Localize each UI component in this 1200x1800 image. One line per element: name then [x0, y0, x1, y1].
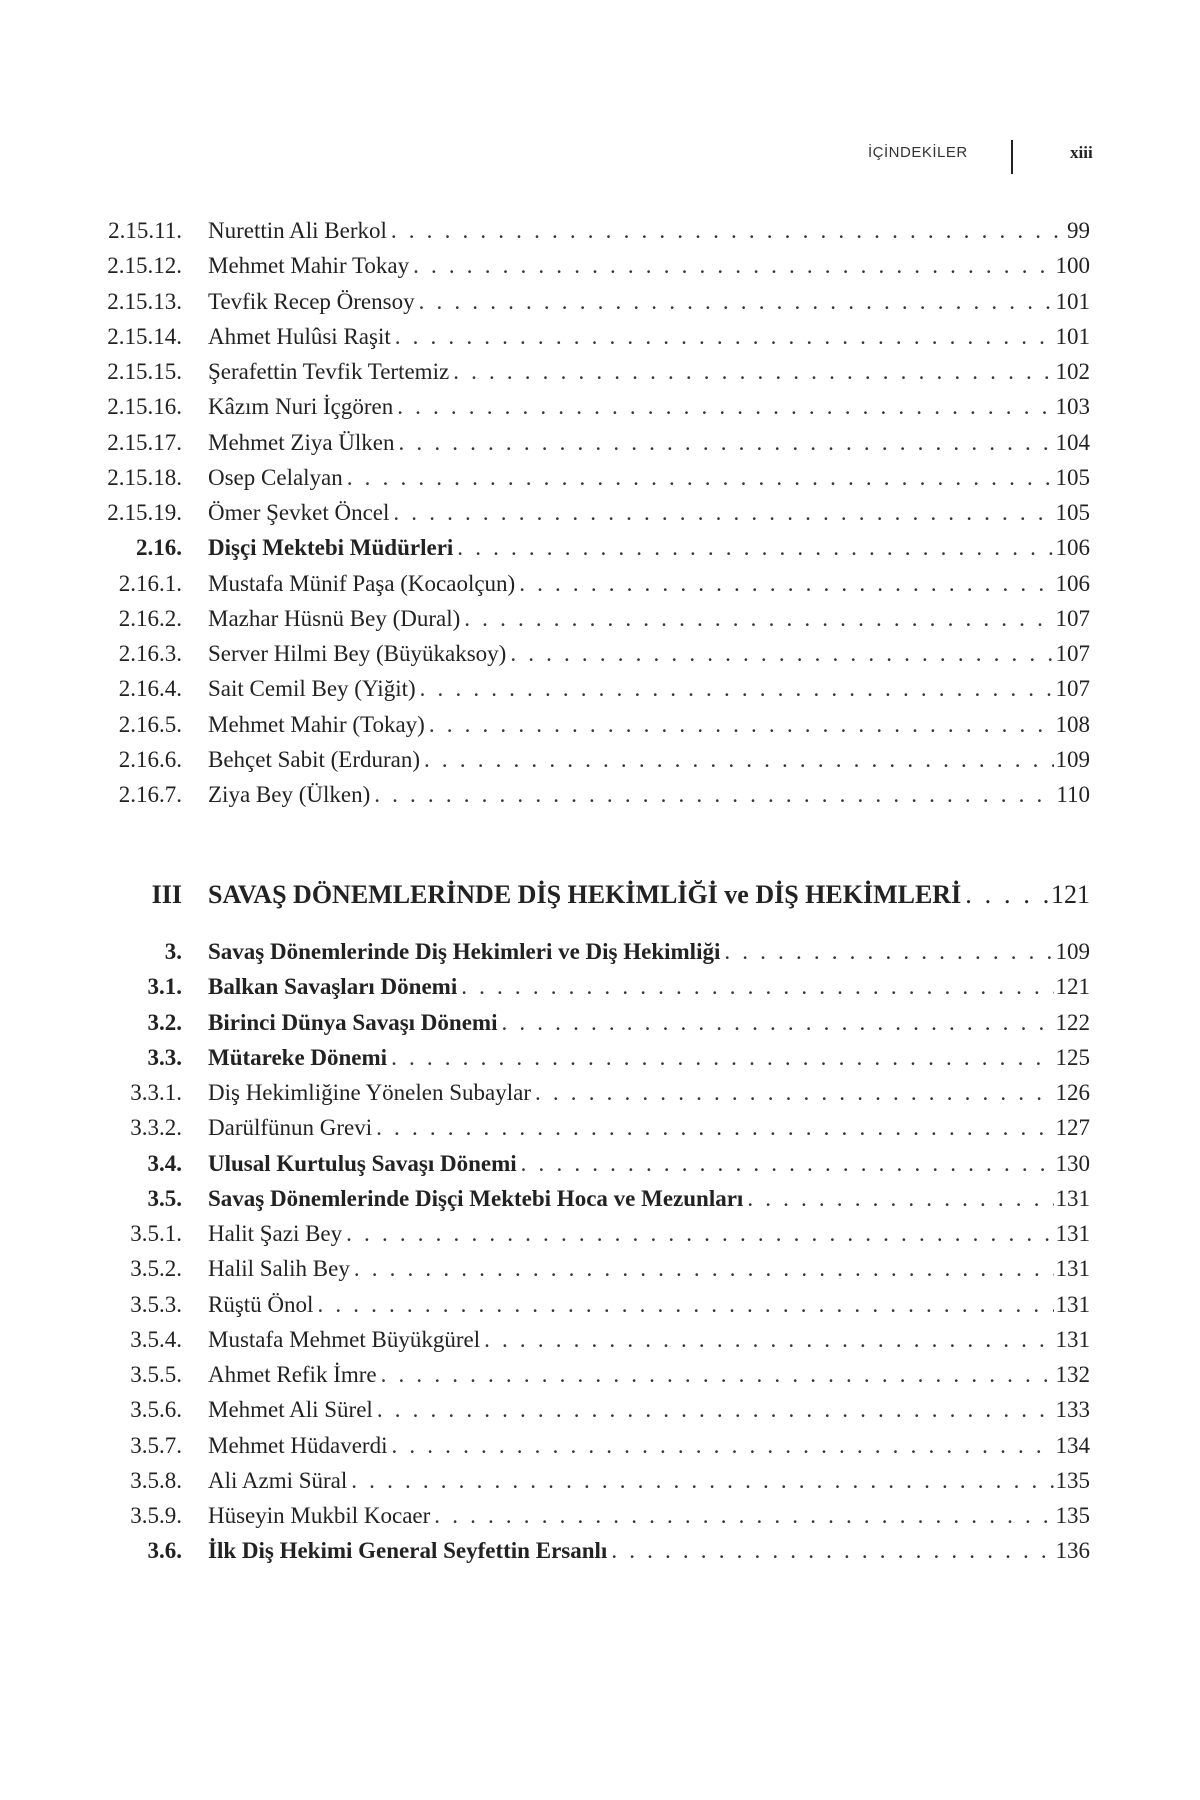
part-page: 121 [1051, 880, 1090, 909]
toc-entry[interactable] [0, 428, 1200, 458]
entry-title: Darülfünun Grevi [208, 1115, 373, 1141]
toc-entry[interactable] [0, 639, 1200, 669]
entry-page: 102 [1055, 359, 1090, 384]
entry-number: 2.15.17. [107, 429, 182, 455]
dot-leader [457, 533, 1053, 563]
entry-number: 3.3.2. [130, 1115, 182, 1141]
dot-leader [346, 1219, 1053, 1249]
toc-entry[interactable] [0, 251, 1200, 281]
entry-page: 101 [1055, 288, 1090, 314]
toc-entry[interactable] [0, 357, 1200, 387]
entry-title: Rüştü Önol [208, 1291, 314, 1317]
entry-page: 135 [1055, 1503, 1090, 1528]
entry-page: 106 [1055, 570, 1090, 596]
entry-number: 2.15.11. [108, 218, 182, 243]
entry-title: Ahmet Refik İmre [208, 1362, 377, 1387]
dot-leader [535, 1078, 1054, 1108]
toc-part-heading[interactable] [0, 877, 1200, 913]
entry-title: Mehmet Mahir (Tokay) [208, 711, 425, 737]
dot-leader [724, 937, 1053, 967]
entry-number: 2.15.15. [107, 359, 182, 384]
toc-entry[interactable] [0, 745, 1200, 775]
toc-entry[interactable] [0, 1501, 1200, 1531]
header-divider [1011, 140, 1013, 174]
dot-leader [376, 1113, 1053, 1143]
toc-entry[interactable] [0, 937, 1200, 967]
entry-title: Mehmet Hüdaverdi [208, 1432, 388, 1458]
dot-leader [317, 1290, 1053, 1320]
part-title: SAVAŞ DÖNEMLERİNDE DİŞ HEKİMLİĞİ ve DİŞ HEKİMLERİ [208, 880, 962, 909]
dot-leader [510, 639, 1053, 669]
entry-number: 2.16.7. [118, 782, 182, 807]
entry-title: Dişçi Mektebi Müdürleri [208, 535, 454, 561]
entry-title: Ziya Bey (Ülken) [208, 782, 371, 807]
entry-number: 3.3. [147, 1044, 182, 1070]
entry-page: 131 [1055, 1185, 1090, 1211]
entry-number: 2.16.3. [118, 641, 182, 666]
entry-number: 2.15.12. [107, 253, 182, 279]
entry-number: 3.5.7. [130, 1432, 182, 1458]
toc-entry[interactable] [0, 498, 1200, 528]
dot-leader [429, 710, 1054, 740]
entry-page: 131 [1055, 1291, 1090, 1317]
entry-page: 134 [1055, 1432, 1090, 1458]
toc-entry[interactable] [0, 604, 1200, 634]
entry-number: 3.5.2. [130, 1256, 182, 1282]
dot-leader [347, 463, 1054, 493]
entry-page: 132 [1055, 1362, 1090, 1387]
entry-page: 135 [1055, 1467, 1090, 1493]
entry-number: 2.16.5. [118, 711, 182, 737]
entry-title: Mustafa Mehmet Büyükgürel [208, 1326, 481, 1352]
dot-leader [420, 674, 1054, 704]
entry-number: 2.16. [136, 535, 182, 561]
entry-title: Ömer Şevket Öncel [208, 500, 390, 525]
toc-entry[interactable] [0, 1149, 1200, 1179]
entry-title: Tevfik Recep Örensoy [208, 288, 415, 314]
entry-number: 3.3.1. [130, 1080, 182, 1105]
entry-page: 131 [1055, 1256, 1090, 1282]
dot-leader [419, 287, 1054, 317]
toc-entry[interactable] [0, 1184, 1200, 1214]
entry-page: 99 [1067, 218, 1090, 243]
part-number: III [151, 880, 182, 909]
entry-page: 130 [1055, 1150, 1090, 1176]
running-header [0, 140, 1200, 170]
header-page-number: xiii [1070, 143, 1093, 162]
toc-entry[interactable] [0, 287, 1200, 317]
toc-entry[interactable] [0, 710, 1200, 740]
dot-leader [397, 392, 1053, 422]
toc-entry[interactable] [0, 533, 1200, 563]
toc-entry[interactable] [0, 569, 1200, 599]
entry-title: Şerafettin Tevfik Tertemiz [208, 359, 450, 384]
entry-page: 131 [1055, 1221, 1090, 1246]
entry-title: Birinci Dünya Savaşı Dönemi [208, 1009, 498, 1035]
entry-number: 2.16.6. [118, 746, 182, 772]
entry-page: 110 [1056, 782, 1090, 807]
entry-page: 103 [1055, 394, 1090, 420]
entry-number: 3.1. [147, 974, 182, 1000]
entry-title: Savaş Dönemlerinde Dişçi Mektebi Hoca ve Mezunları [208, 1185, 744, 1211]
dot-leader [395, 322, 1054, 352]
entry-number: 3.4. [147, 1150, 182, 1176]
entry-title: Halit Şazi Bey [208, 1221, 343, 1246]
entry-page: 101 [1055, 323, 1090, 349]
entry-title: Savaş Dönemlerinde Diş Hekimleri ve Diş Hekimliği [208, 939, 721, 964]
entry-number: 2.15.18. [107, 464, 182, 490]
dot-leader [611, 1536, 1053, 1566]
entry-title: Mazhar Hüsnü Bey (Dural) [208, 605, 461, 631]
entry-title: Server Hilmi Bey (Büyükaksoy) [208, 641, 507, 666]
toc-entry[interactable] [0, 1536, 1200, 1566]
entry-number: 3.5. [147, 1185, 182, 1211]
entry-number: 2.16.2. [118, 605, 182, 631]
entry-number: 2.16.4. [118, 676, 182, 702]
dot-leader [434, 1501, 1053, 1531]
entry-number: 2.15.16. [107, 394, 182, 420]
entry-page: 126 [1055, 1080, 1090, 1105]
dot-leader [424, 745, 1053, 775]
entry-number: 3. [164, 939, 182, 964]
entry-page: 107 [1055, 676, 1090, 702]
dot-leader [374, 780, 1054, 810]
dot-leader [391, 216, 1065, 246]
toc-entry[interactable] [0, 1043, 1200, 1073]
entry-page: 100 [1055, 253, 1090, 279]
entry-number: 3.5.1. [130, 1221, 182, 1246]
dot-leader [354, 1254, 1054, 1284]
entry-number: 3.5.6. [130, 1397, 182, 1423]
entry-title: Mustafa Münif Paşa (Kocaolçun) [208, 570, 516, 596]
entry-number: 3.5.9. [130, 1503, 182, 1528]
entry-title: Sait Cemil Bey (Yiğit) [208, 676, 416, 702]
dot-leader [453, 357, 1053, 387]
dot-leader [351, 1466, 1053, 1496]
dot-leader [381, 1360, 1054, 1390]
dot-leader [521, 1149, 1054, 1179]
entry-page: 131 [1055, 1326, 1090, 1352]
entry-page: 136 [1055, 1538, 1090, 1564]
dot-leader [965, 877, 1051, 913]
toc-entry[interactable] [0, 1113, 1200, 1143]
dot-leader [501, 1008, 1053, 1038]
entry-number: 2.15.19. [107, 500, 182, 525]
dot-leader [484, 1325, 1053, 1355]
toc-entry[interactable] [0, 674, 1200, 704]
entry-page: 127 [1055, 1115, 1090, 1141]
toc-entry[interactable] [0, 972, 1200, 1002]
entry-title: Ali Azmi Süral [208, 1467, 348, 1493]
toc-entry[interactable] [0, 780, 1200, 810]
entry-page: 105 [1055, 500, 1090, 525]
dot-leader [377, 1395, 1054, 1425]
entry-title: Mütareke Dönemi [208, 1044, 388, 1070]
entry-page: 106 [1055, 535, 1090, 561]
toc-entry[interactable] [0, 1254, 1200, 1284]
toc-entry[interactable] [0, 1219, 1200, 1249]
entry-title: Ahmet Hulûsi Raşit [208, 323, 391, 349]
toc-entry[interactable] [0, 463, 1200, 493]
dot-leader [393, 498, 1053, 528]
entry-title: Mehmet Mahir Tokay [208, 253, 410, 279]
entry-page: 122 [1055, 1009, 1090, 1035]
toc-entry[interactable] [0, 1078, 1200, 1108]
entry-title: İlk Diş Hekimi General Seyfettin Ersanlı [208, 1538, 608, 1564]
entry-number: 2.15.14. [107, 323, 182, 349]
entry-page: 108 [1055, 711, 1090, 737]
entry-title: Balkan Savaşları Dönemi [208, 974, 458, 1000]
entry-title: Halil Salih Bey [208, 1256, 350, 1282]
entry-title: Behçet Sabit (Erduran) [208, 746, 421, 772]
dot-leader [464, 604, 1053, 634]
dot-leader [413, 251, 1053, 281]
toc-entry[interactable] [0, 1395, 1200, 1425]
toc-entry[interactable] [0, 392, 1200, 422]
dot-leader [391, 1431, 1053, 1461]
entry-title: Mehmet Ali Sürel [208, 1397, 373, 1423]
entry-page: 125 [1055, 1044, 1090, 1070]
entry-title: Mehmet Ziya Ülken [208, 429, 395, 455]
entry-number: 3.5.4. [130, 1326, 182, 1352]
entry-page: 109 [1055, 939, 1090, 964]
dot-leader [747, 1184, 1053, 1214]
dot-leader [399, 428, 1054, 458]
dot-leader [391, 1043, 1053, 1073]
entry-page: 107 [1055, 641, 1090, 666]
entry-page: 133 [1055, 1397, 1090, 1423]
entry-title: Diş Hekimliğine Yönelen Subaylar [208, 1080, 531, 1105]
toc-entry[interactable] [0, 1431, 1200, 1461]
toc-entry[interactable] [0, 1008, 1200, 1038]
entry-page: 121 [1055, 974, 1090, 1000]
entry-page: 107 [1055, 605, 1090, 631]
entry-number: 3.5.5. [130, 1362, 182, 1387]
entry-number: 3.5.8. [130, 1467, 182, 1493]
entry-title: Kâzım Nuri İçgören [208, 394, 394, 420]
entry-number: 2.15.13. [107, 288, 182, 314]
dot-leader [461, 972, 1053, 1002]
entry-page: 104 [1055, 429, 1090, 455]
toc-entry[interactable] [0, 216, 1200, 246]
toc-entry[interactable] [0, 1325, 1200, 1355]
entry-number: 3.2. [147, 1009, 182, 1035]
entry-number: 2.16.1. [118, 570, 182, 596]
entry-title: Nurettin Ali Berkol [208, 218, 387, 243]
toc-entry[interactable] [0, 322, 1200, 352]
entry-title: Hüseyin Mukbil Kocaer [208, 1503, 431, 1528]
entry-number: 3.6. [147, 1538, 182, 1564]
entry-number: 3.5.3. [130, 1291, 182, 1317]
entry-page: 105 [1055, 464, 1090, 490]
header-title: İÇİNDEKİLER [868, 144, 968, 161]
entry-title: Ulusal Kurtuluş Savaşı Dönemi [208, 1150, 517, 1176]
entry-page: 109 [1055, 746, 1090, 772]
toc-entry[interactable] [0, 1466, 1200, 1496]
entry-title: Osep Celalyan [208, 464, 343, 490]
dot-leader [519, 569, 1053, 599]
toc-entry[interactable] [0, 1360, 1200, 1390]
toc-entry[interactable] [0, 1290, 1200, 1320]
